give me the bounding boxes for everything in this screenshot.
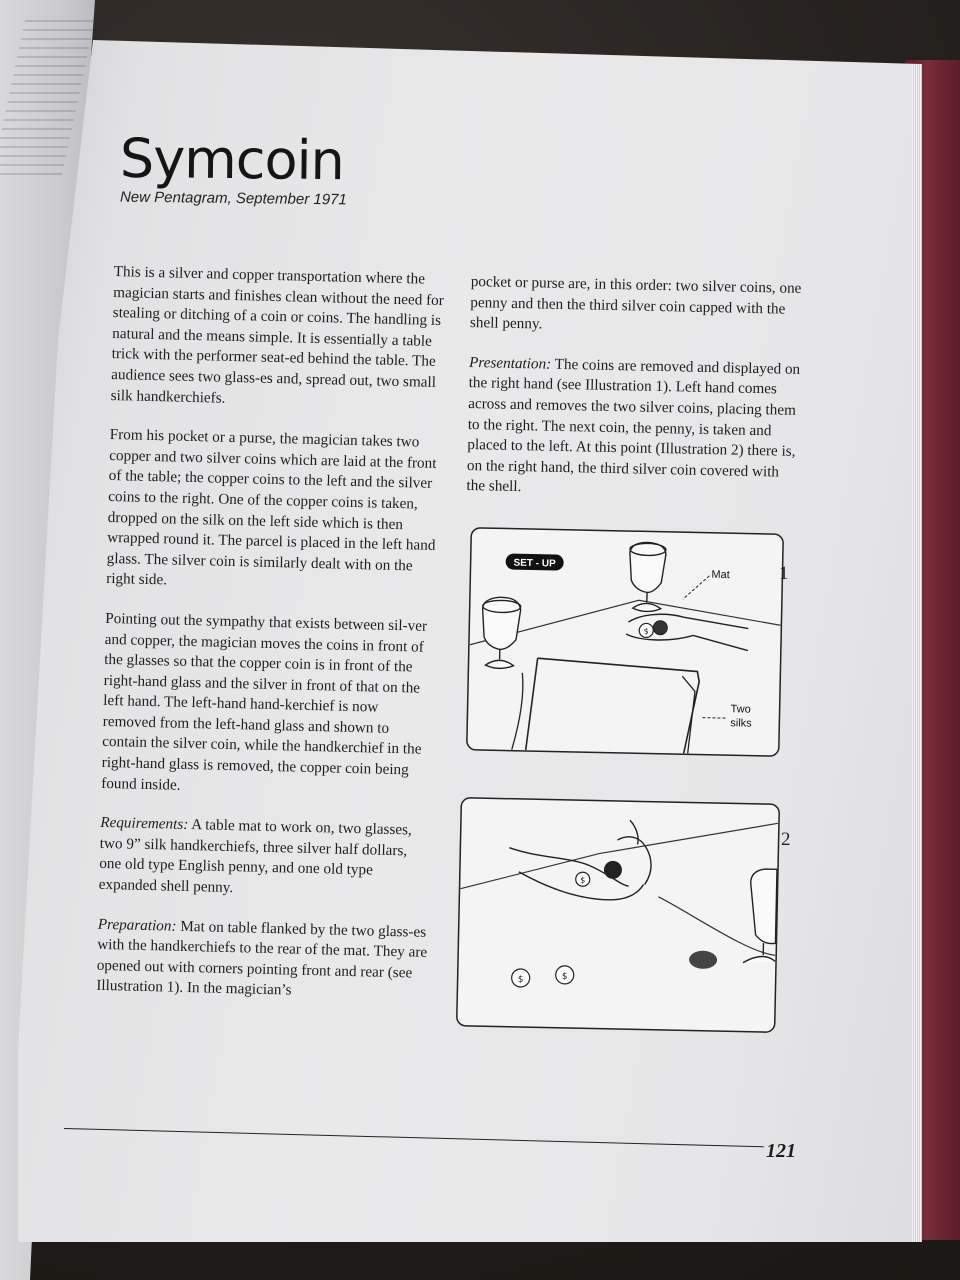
- label-two: Two: [730, 703, 751, 716]
- coin-silver-hand-symbol: $: [580, 875, 586, 885]
- label-silks: silks: [730, 717, 752, 730]
- paragraph-sympathy: Pointing out the sympathy that exists between sil-ver and copper, the magician moves the coins in front of the glasses so that the copper coin is in front of the right-hand glass and the silver in front of that on the left hand. The left-hand hand-kerchief is now removed from the left-hand glass and shown to contain the silver coin, while the handkerchief in the right-hand glass is removed, the copper coin being found inside.: [101, 609, 428, 794]
- page-number: 121: [766, 1140, 796, 1162]
- preparation-label: Preparation:: [97, 915, 177, 935]
- source-line: New Pentagram, September 1971: [119, 188, 347, 209]
- coin-silver-table-1-symbol: $: [517, 974, 524, 986]
- coin-silver-table-2-symbol: $: [561, 971, 568, 982]
- illustration-2: [456, 797, 781, 1034]
- label-mat: Mat: [711, 568, 730, 582]
- illustration-1: [466, 527, 785, 758]
- presentation-label: Presentation:: [468, 353, 552, 373]
- right-column: [466, 272, 805, 523]
- paragraph-preparation: [96, 914, 430, 1004]
- illustration-2-drawing: [456, 797, 781, 1034]
- footer-rule: [64, 1128, 764, 1147]
- left-column: [96, 262, 446, 1024]
- requirements-label: Requirements:: [100, 814, 189, 834]
- illustration-1-drawing: [466, 527, 785, 758]
- paragraph-intro: This is a silver and copper transportation where the magician starts and finishes clean without the need for stealing or ditching of a coin or coins. The handling is natural and the means simple. It is essentially a table trick with the performer seat-ed behind the table. The audience sees two glass-es and, spread out, two small silk handkerchiefs.: [110, 262, 445, 407]
- paragraph-pocket: pocket or purse are, in this order: two silver coins, one penny and then the third silver coin capped with the shell penny.: [469, 272, 802, 333]
- coin-silver-symbol: $: [643, 626, 649, 636]
- illustration-2-frame: [457, 798, 780, 1033]
- paragraph-requirements: [99, 813, 433, 903]
- illustration-1-number: 1: [779, 563, 789, 584]
- requirements-text: A table mat to work on, two glasses, two 9” silk handkerchiefs, three silver half dollars, one old type English penny, and one old type expanded shell penny.: [98, 816, 413, 897]
- paragraph-presentation: [466, 353, 803, 504]
- paragraph-coins: From his pocket or a purse, the magician takes two copper and two silver coins which are laid at the front of the table; the copper coins to the left and the silver coins to the right. One of the copper coins is taken, dropped on the silk on the left side which is then wrapped round it. The parcel is placed in the left hand glass. The silver coin is similarly dealt with on the right side.: [106, 426, 437, 589]
- illustration-2-number: 2: [781, 829, 791, 850]
- title-text: Symcoin: [119, 126, 345, 193]
- preparation-text: Mat on table flanked by the two glass-es with the handkerchiefs to the rear of the mat. They are opened out with corners pointing front and rear (see Illustration 1). In the magician’s: [96, 917, 428, 999]
- set-up-badge-text: SET - UP: [513, 557, 556, 570]
- presentation-text: The coins are removed and displayed on the right hand (see Illustration 1). Left hand comes across and removes the two silver coins, placing them to the right. The next coin, the penny, is taken and placed to the left. At this point (Illustration 2) there is, on the right hand, the third silver coin covered with the shell.: [466, 355, 801, 496]
- coin-copper: [653, 621, 667, 635]
- page-title: [120, 127, 344, 192]
